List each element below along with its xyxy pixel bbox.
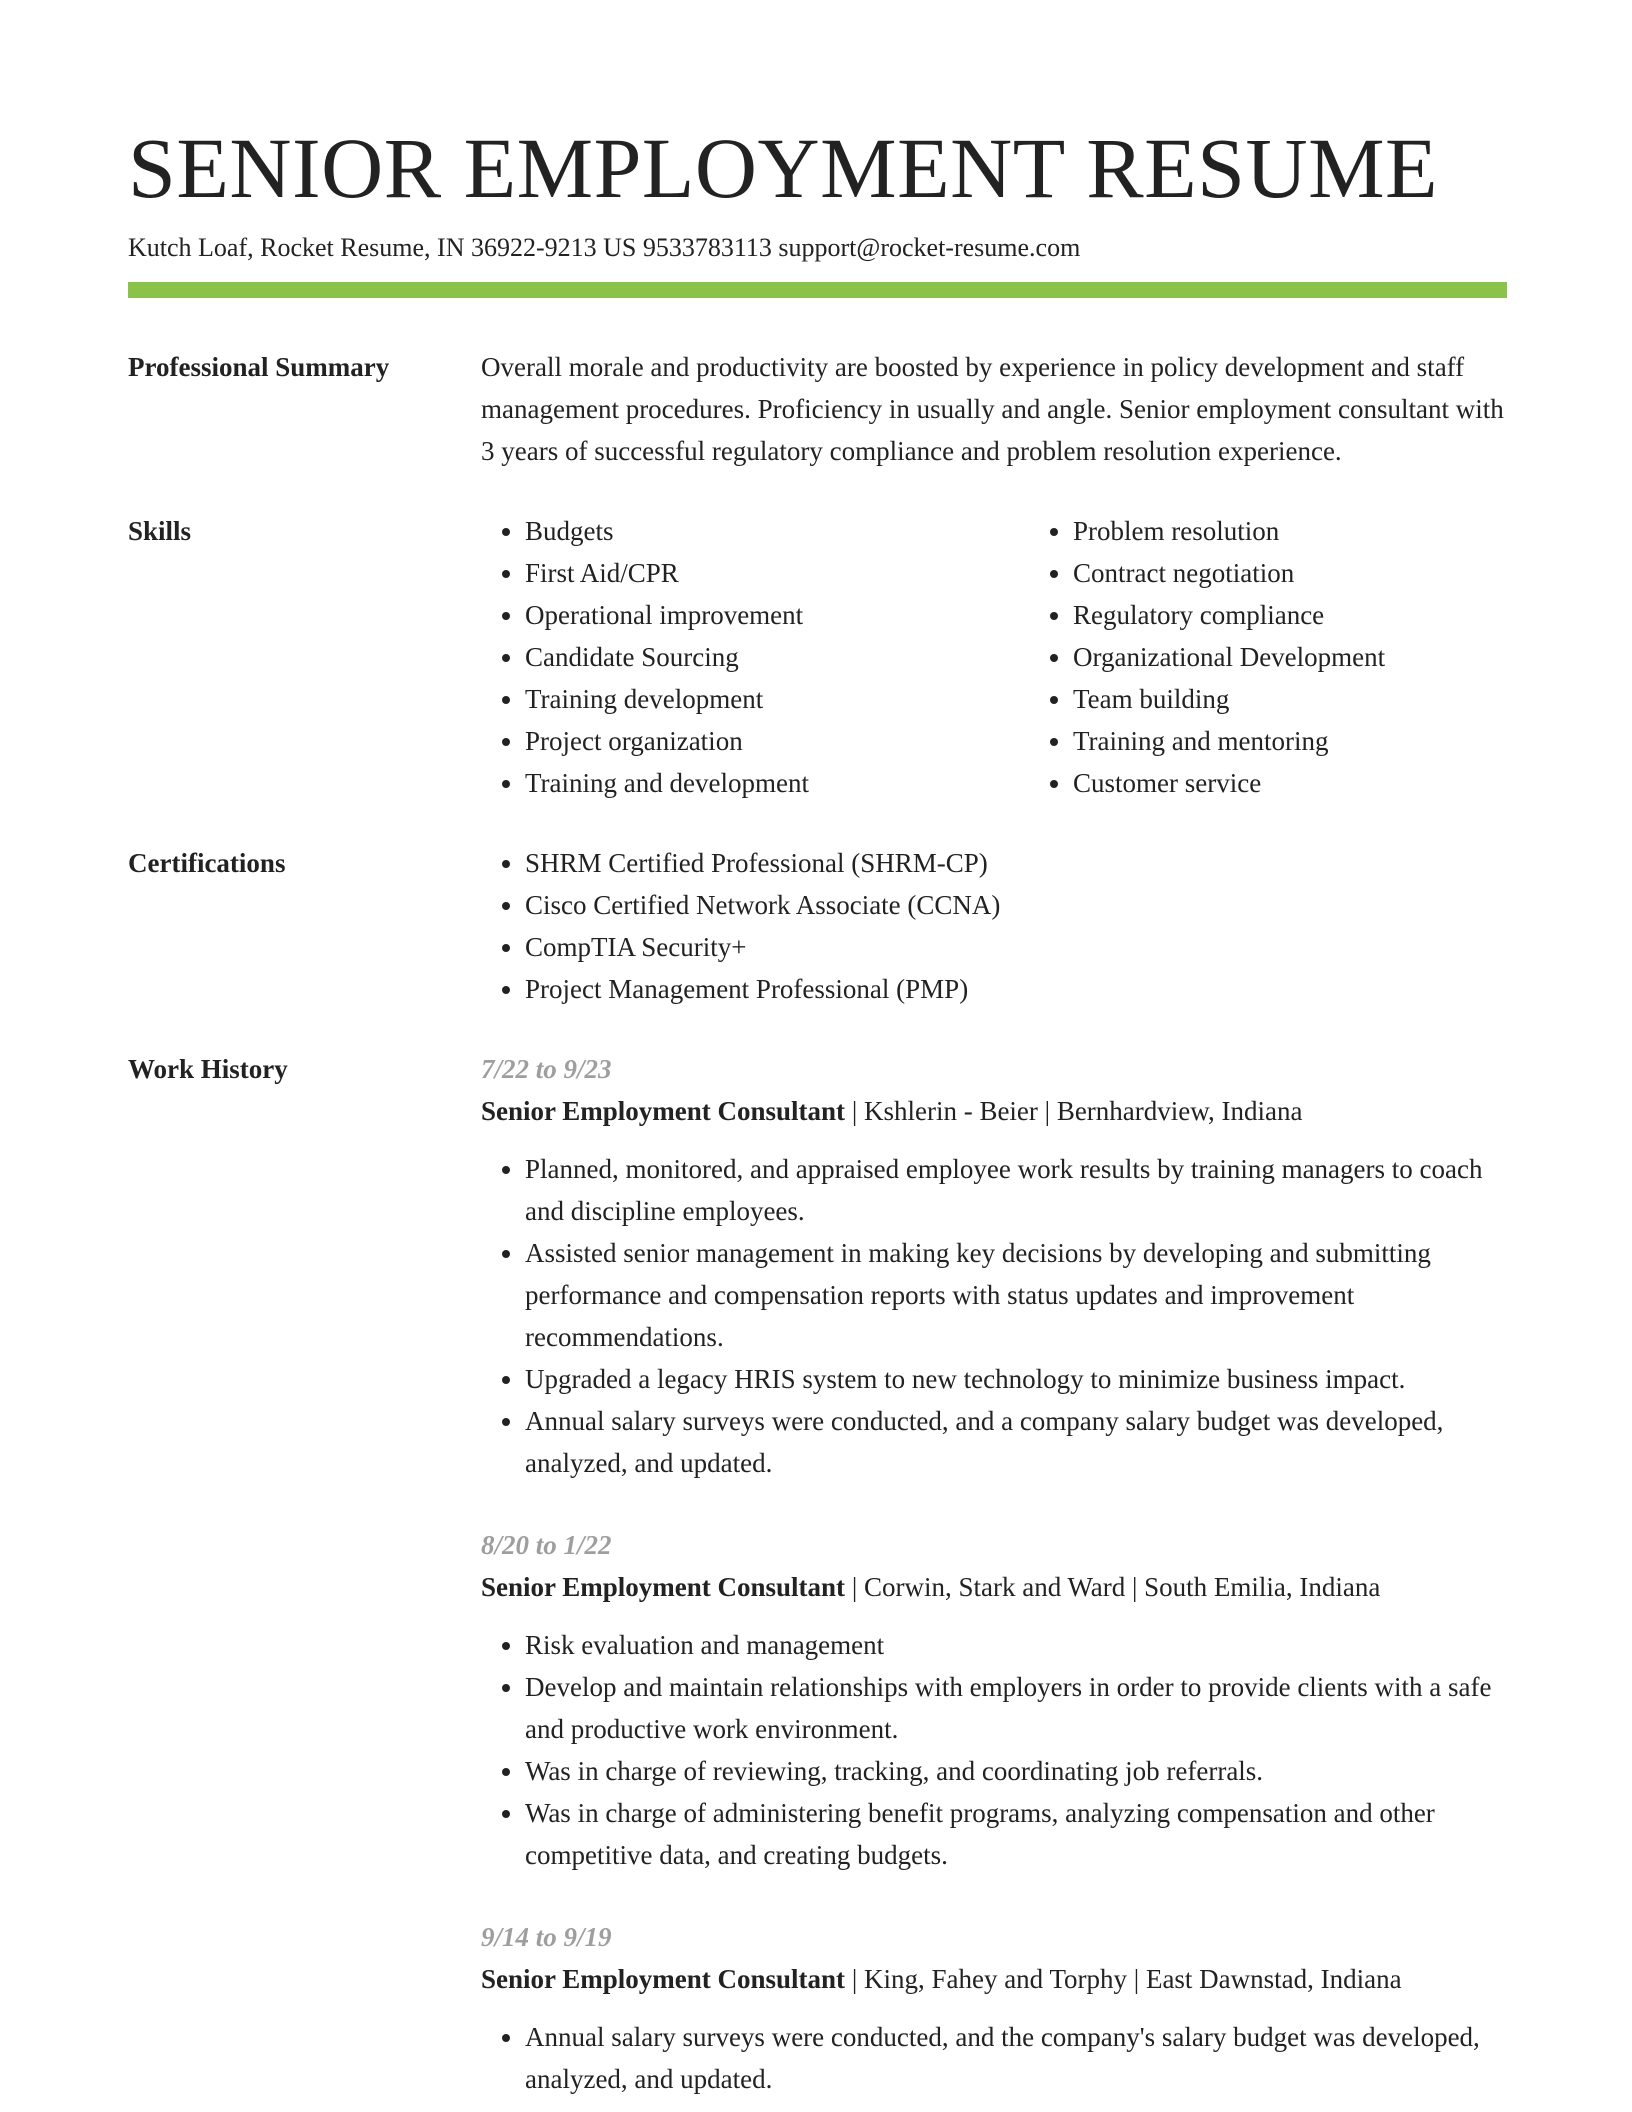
resume-title: SENIOR EMPLOYMENT RESUME (128, 120, 1439, 216)
summary-text: Overall morale and productivity are boosted by experience in policy development and staff management procedures. Proficiency in usually and angle. Senior employment consultant with 3 years of successful regulatory compliance and problem resolution experience. (481, 352, 1504, 466)
contact-line: Kutch Loaf, Rocket Resume, IN 36922-9213 US 9533783113 support@rocket-resume.com (128, 233, 1081, 262)
skills-list-left (481, 510, 1029, 804)
job-bullet: • Assisted senior management in making key decisions by developing and submitting performance and compensation reports with status updates and improvement recommendations. (525, 1232, 1507, 1358)
skill-item: • Operational improvement (525, 594, 1029, 636)
job-details: | Kshlerin - Beier | Bernhardview, Indiana (845, 1096, 1303, 1126)
certification-item: • CompTIA Security+ (525, 926, 1507, 968)
work-history-content (481, 1048, 1507, 2100)
job-bullet: • Planned, monitored, and appraised employee work results by training managers to coach and discipline employees. (525, 1148, 1507, 1232)
job-title: Senior Employment Consultant (481, 1096, 846, 1126)
summary-section (128, 346, 1507, 472)
job-dates: 8/20 to 1/22 (481, 1530, 612, 1560)
skills-grid (481, 510, 1577, 804)
skill-item: • Project organization (525, 720, 1029, 762)
job-entry (481, 1524, 1507, 1876)
skill-item: • Training and development (525, 762, 1029, 804)
job-bullet-list (481, 1624, 1507, 1876)
skills-section (128, 510, 1507, 804)
job-bullet: • Upgraded a legacy HRIS system to new technology to minimize business impact. (525, 1358, 1507, 1400)
section-heading-work-history: Work History (128, 1054, 288, 1084)
job-entry (481, 1916, 1507, 2100)
job-details: | Corwin, Stark and Ward | South Emilia, Indiana (845, 1572, 1381, 1602)
job-dates: 9/14 to 9/19 (481, 1922, 612, 1952)
skill-item: • Training development (525, 678, 1029, 720)
skill-item: • Organizational Development (1073, 636, 1577, 678)
certification-item: • SHRM Certified Professional (SHRM-CP) (525, 842, 1507, 884)
skill-item: • Problem resolution (1073, 510, 1577, 552)
job-bullet: • Risk evaluation and management (525, 1624, 1507, 1666)
job-details: | King, Fahey and Torphy | East Dawnstad, Indiana (845, 1964, 1402, 1994)
header-divider (128, 282, 1507, 298)
section-heading-certifications: Certifications (128, 848, 286, 878)
certifications-section (128, 842, 1507, 1010)
work-history-section (128, 1048, 1507, 2100)
skill-item: • Contract negotiation (1073, 552, 1577, 594)
job-header (481, 1090, 1507, 1132)
job-bullet: • Annual salary surveys were conducted, and the company's salary budget was developed, analyzed, and updated. (525, 2016, 1507, 2100)
certifications-list (481, 842, 1507, 1010)
skill-item: • Training and mentoring (1073, 720, 1577, 762)
job-header (481, 1958, 1507, 2000)
job-title: Senior Employment Consultant (481, 1572, 846, 1602)
job-bullet: • Annual salary surveys were conducted, and a company salary budget was developed, analyzed, and updated. (525, 1400, 1507, 1484)
skill-item: • First Aid/CPR (525, 552, 1029, 594)
job-bullet-list (481, 2016, 1507, 2100)
job-entry (481, 1048, 1507, 1484)
job-bullet: • Was in charge of reviewing, tracking, and coordinating job referrals. (525, 1750, 1507, 1792)
job-bullet: • Was in charge of administering benefit programs, analyzing compensation and other competitive data, and creating budgets. (525, 1792, 1507, 1876)
skill-item: • Team building (1073, 678, 1577, 720)
skill-item: • Candidate Sourcing (525, 636, 1029, 678)
section-heading-summary: Professional Summary (128, 352, 390, 382)
job-bullet: • Develop and maintain relationships with employers in order to provide clients with a safe and productive work environment. (525, 1666, 1507, 1750)
job-dates: 7/22 to 9/23 (481, 1054, 612, 1084)
skills-list-right (1029, 510, 1577, 804)
job-title: Senior Employment Consultant (481, 1964, 846, 1994)
skill-item: • Budgets (525, 510, 1029, 552)
certification-item: • Cisco Certified Network Associate (CCNA) (525, 884, 1507, 926)
certification-item: • Project Management Professional (PMP) (525, 968, 1507, 1010)
section-heading-skills: Skills (128, 516, 192, 546)
job-bullet-list (481, 1148, 1507, 1484)
job-header (481, 1566, 1507, 1608)
skill-item: • Customer service (1073, 762, 1577, 804)
skill-item: • Regulatory compliance (1073, 594, 1577, 636)
certifications-content (481, 842, 1507, 1010)
